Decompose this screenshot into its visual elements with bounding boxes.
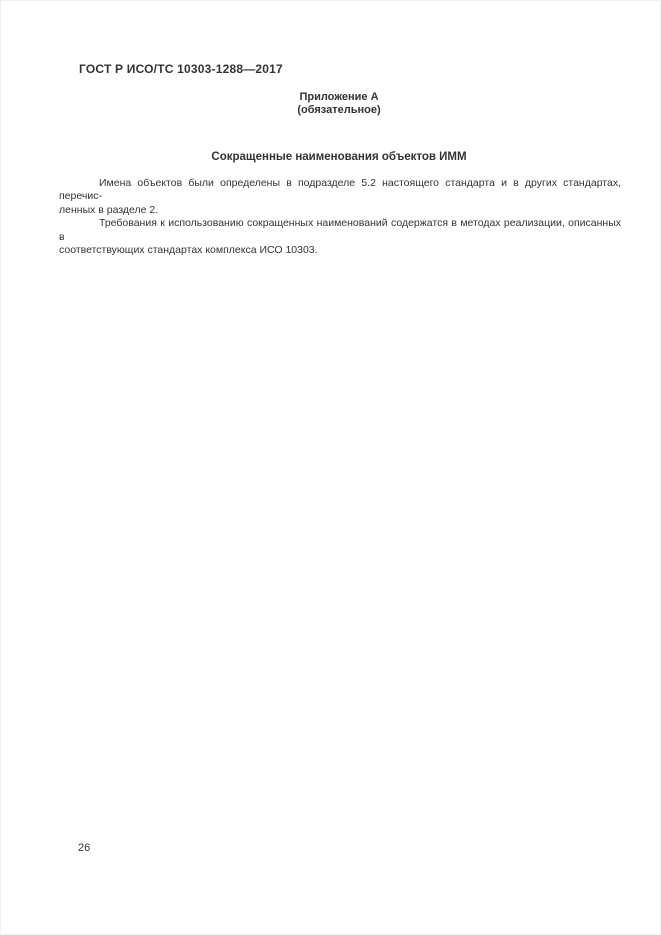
annex-block <box>57 91 621 117</box>
section-heading: Сокращенные наименования объектов ИММ <box>211 151 467 163</box>
paragraph-line: Требования к использованию сокращенных наименований содержатся в методах реализации, описанных в <box>59 217 621 243</box>
document-header-standard-number: ГОСТ Р ИСО/ТС 10303-1288—2017 <box>79 62 283 76</box>
paragraph-line: соответствующих стандартах комплекса ИСО 10303. <box>59 244 318 257</box>
body-text <box>59 177 621 257</box>
page-number: 26 <box>78 842 91 854</box>
annex-title: Приложение А <box>299 91 379 103</box>
annex-subtitle: (обязательное) <box>297 104 381 116</box>
paragraph-line: Имена объектов были определены в подразделе 5.2 настоящего стандарта и в других стандартах, перечис- <box>59 177 621 203</box>
paragraph-line: ленных в разделе 2. <box>59 203 159 216</box>
